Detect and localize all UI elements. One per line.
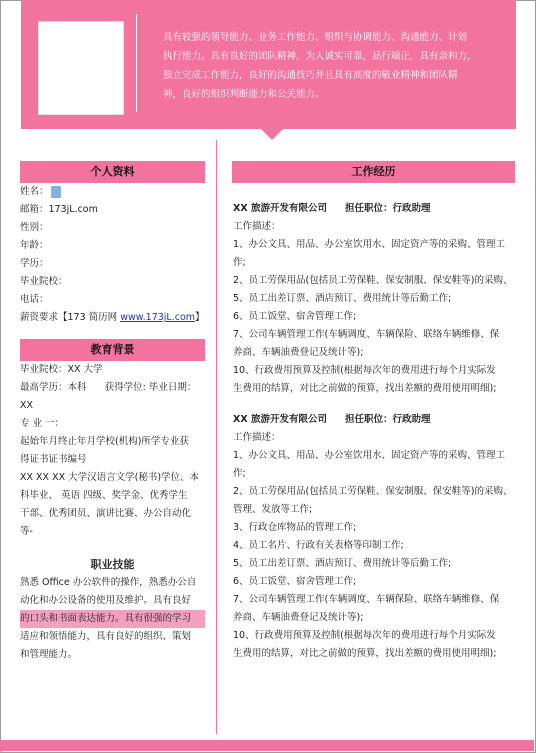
profile-photo: [38, 21, 124, 115]
self-intro: [163, 28, 485, 104]
intro-line: 独立完成工作能力，良好的沟通技巧并且具有高度的敬业精神和团队精: [163, 70, 458, 81]
info-salary: [20, 309, 205, 327]
job-company: XX 旅游开发有限公司: [233, 203, 327, 214]
job-line: 养商、车辆油费登记及统计等);: [233, 347, 364, 358]
job-position: 担任职位：行政助理: [344, 203, 431, 214]
job-line: 6、员工饭堂、宿舍管理工作;: [233, 311, 357, 322]
job-line: 工作描述：: [233, 432, 281, 443]
edu-line: 等-: [20, 526, 33, 537]
job-entry-1: [233, 200, 515, 398]
section-title-work: [232, 161, 515, 183]
job-line: 工作描述：: [233, 221, 281, 232]
column-divider: [216, 140, 217, 734]
info-gender: 性别：: [20, 222, 49, 233]
header-pointer: [260, 128, 284, 140]
info-phone: 电话：: [20, 294, 49, 305]
job-line: 5、员工出差订票、酒店预订、费用统计等后勤工作;: [233, 558, 452, 569]
intro-line: 具有较强的领导能力、业务工作能力、组织与协调能力、沟通能力、计划: [163, 32, 468, 43]
info-name: [20, 183, 205, 201]
job-position: 担任职位：行政助理: [344, 414, 431, 425]
intro-line: 神，良好的组织判断能力和公关能力。: [163, 89, 325, 100]
job-line: 作;: [233, 257, 246, 268]
job-line: 生费用的结算，对比之前做的预算，找出差额的费用使用明细);: [233, 383, 497, 394]
skill-line: 动化和办公设备的使用及维护。具有良好: [20, 595, 192, 606]
job-line: 5、员工出差订票、酒店预订、费用统计等后勤工作;: [233, 293, 452, 304]
edu-line: 毕业院校：XX 大学: [20, 364, 103, 375]
salary-label: 薪资要求【173 简历网: [20, 312, 121, 323]
job-line: 6、员工饭堂、宿舍管理工作;: [233, 576, 357, 587]
section-title-personal: [20, 161, 205, 183]
info-degree: 学历：: [20, 258, 49, 269]
info-age: 年龄：: [20, 240, 49, 251]
education-info: [20, 361, 205, 541]
job-company: XX 旅游开发有限公司: [233, 414, 327, 425]
job-line: 1、办公文具、用品、办公室饮用水、固定资产等的采购、管理工: [233, 450, 506, 461]
skills-info: [20, 574, 205, 664]
edu-line: 专 业 一：: [20, 418, 65, 429]
job-header: [233, 200, 515, 218]
edu-line: 最高学历：本科 获得学位: 毕业日期：: [20, 382, 197, 393]
job-line: 10、行政费用预算及控制(根据每次年的费用进行每个月实际发: [233, 365, 496, 376]
edu-line: 干部、优秀团员、演讲比赛、办公自动化: [20, 508, 192, 519]
job-line: 3、行政仓库物品的管理工作;: [233, 522, 357, 533]
job-line: 1、办公文具、用品、办公室饮用水、固定资产等的采购、管理工: [233, 239, 506, 250]
job-line: 生费用的结算，对比之前做的预算，找出差额的费用使用明细);: [233, 648, 497, 659]
personal-info: [20, 183, 205, 327]
section-title-skills: 职业技能: [90, 558, 135, 571]
job-line: 7、公司车辆管理工作(车辆调度、车辆保险、联络车辆维修、保: [233, 329, 500, 340]
edu-line: XX XX XX 大学汉语言文学(秘书)学位、本: [20, 472, 200, 483]
edu-line: 起始年月终止年月学校(机构)所学专业获: [20, 436, 189, 447]
section-title-text: 个人资料: [90, 165, 135, 178]
section-title-education: [20, 339, 205, 361]
job-line: 7、公司车辆管理工作(车辆调度、车辆保险、联络车辆维修、保: [233, 594, 500, 605]
edu-line: XX: [20, 400, 34, 411]
footer-bar: [0, 740, 534, 751]
skill-line: 适应和领悟能力，具有良好的组织、策划: [20, 631, 192, 642]
skill-line-highlighted: 的口头和书面表达能力。具有很强的学习: [20, 610, 205, 628]
section-title-text: 教育背景: [90, 343, 135, 356]
job-line: 2、员工劳保用品(包括员工劳保鞋、保安制服、保安鞋等)的采购、: [233, 275, 513, 286]
edu-line: 科毕业、 英语 四级、奖学金、优秀学生: [20, 490, 188, 501]
salary-suffix: 】: [195, 312, 205, 323]
job-line: 养商、车辆油费登记及统计等);: [233, 612, 364, 623]
job-line: 作;: [233, 468, 246, 479]
edu-line: 得证书证书编号: [20, 454, 87, 465]
job-line: 4、员工名片、行政有关表格等印制工作;: [233, 540, 404, 551]
section-title-text: 工作经历: [351, 165, 396, 178]
job-header: [233, 411, 515, 429]
job-entry-2: [233, 411, 515, 663]
info-school: 毕业院校：: [20, 276, 68, 287]
intro-line: 执行能力。具有良好的团队精神，为人诚实可靠，品行端正，具有亲和力，: [163, 51, 477, 62]
website-link[interactable]: www.173jL.com: [120, 312, 196, 323]
info-email: 邮箱：173jL.com: [20, 204, 98, 215]
job-line: 10、行政费用预算及控制(根据每次年的费用进行每个月实际发: [233, 630, 496, 641]
skill-line: 熟悉 Office 办公软件的操作，熟悉办公自: [20, 577, 197, 588]
cursor-marker: [51, 186, 61, 198]
job-line: 管理、发放等工作;: [233, 504, 313, 515]
job-line: 2、员工劳保用品(包括员工劳保鞋、保安制服、保安鞋等)的采购、: [233, 486, 513, 497]
info-name-label: 姓名：: [20, 186, 49, 197]
header-divider: [136, 14, 137, 112]
skill-line: 和管理能力。: [20, 649, 78, 660]
